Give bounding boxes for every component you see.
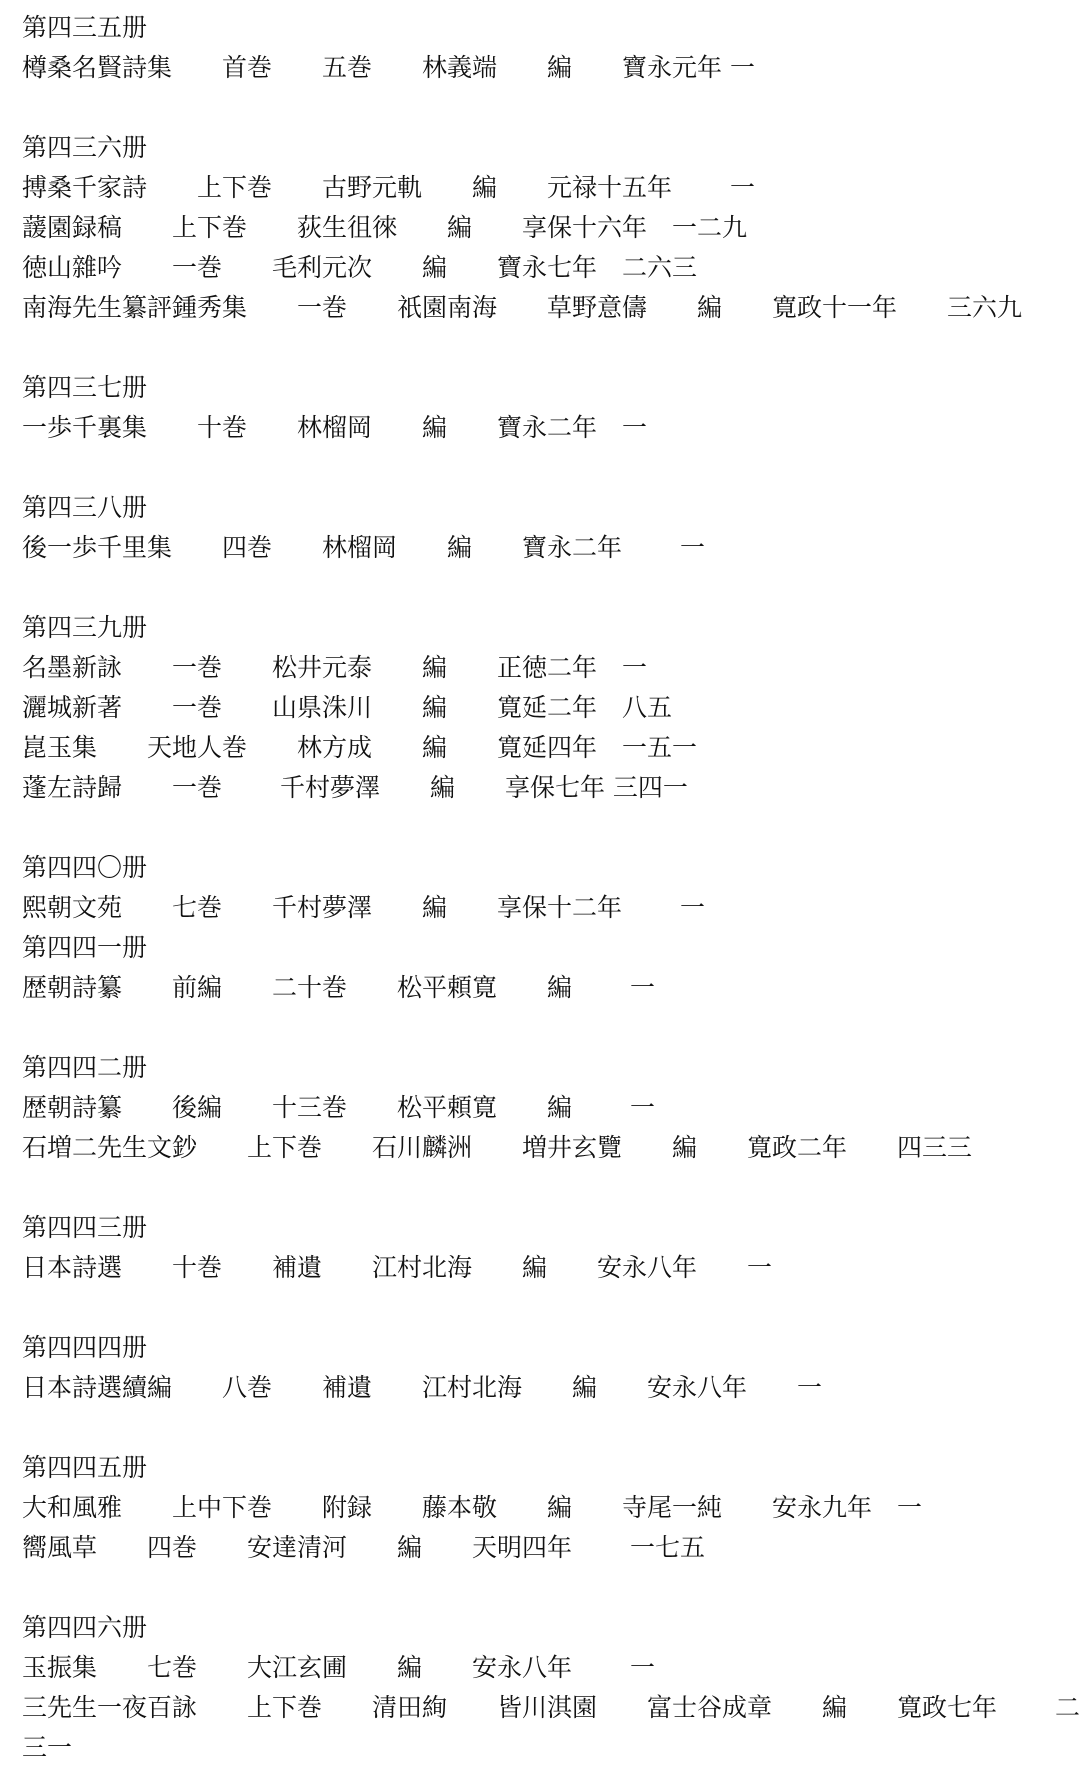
volume-heading: 第四四一册 [22,933,148,962]
catalog-entry: 崑玉集 天地人巻 林方成 編 寛延四年 一五一 [22,733,698,762]
catalog-entry: 名墨新詠 一巻 松井元泰 編 正徳二年 一 [22,653,648,682]
catalog-entry: 後一歩千里集 四巻 林榴岡 編 寶永二年 一 [22,533,705,562]
catalog-entry: 樽桑名賢詩集 首巻 五巻 林義端 編 寶永元年 一 [22,53,755,82]
document-page [22,8,1080,1768]
catalog-entry: 徳山雜吟 一巻 毛利元次 編 寶永七年 二六三 [22,253,698,282]
volume-heading: 第四四〇册 [22,853,148,882]
volume-heading: 第四四四册 [22,1333,148,1362]
volume-heading: 第四四二册 [22,1053,148,1082]
catalog-entry: 日本詩選 十巻 補遺 江村北海 編 安永八年 一 [22,1253,773,1282]
catalog-entry: 一歩千裏集 十巻 林榴岡 編 寶永二年 一 [22,413,648,442]
volume-heading: 第四四五册 [22,1453,148,1482]
volume-heading: 第四三八册 [22,493,148,522]
volume-heading: 第四三九册 [22,613,148,642]
catalog-entry-continuation: 三一 [22,1733,73,1762]
catalog-entry: 南海先生纂評鍾秀集 一巻 祇園南海 草野意儔 編 寛政十一年 三六九 [22,293,1023,322]
catalog-entry: 灑城新著 一巻 山県洙川 編 寛延二年 八五 [22,693,673,722]
volume-heading: 第四三六册 [22,133,148,162]
catalog-entry: 搏桑千家詩 上下巻 古野元軌 編 元禄十五年 一 [22,173,755,202]
catalog-entry: 嚮風草 四巻 安達清河 編 天明四年 一七五 [22,1533,705,1562]
catalog-entry: 石増二先生文鈔 上下巻 石川麟洲 増井玄覽 編 寛政二年 四三三 [22,1133,973,1162]
catalog-entry: 歴朝詩纂 後編 十三巻 松平頼寛 編 一 [22,1093,655,1122]
catalog-entry: 熙朝文苑 七巻 千村夢澤 編 享保十二年 一 [22,893,705,922]
volume-heading: 第四四三册 [22,1213,148,1242]
volume-heading: 第四三五册 [22,13,148,42]
catalog-entry: 三先生一夜百詠 上下巻 清田絢 皆川淇園 富士谷成章 編 寛政七年 二 [22,1693,1080,1722]
volume-heading: 第四四六册 [22,1613,148,1642]
catalog-entry: 蓬左詩歸 一巻 千村夢澤 編 享保七年 三四一 [22,773,688,802]
catalog-entry: 歴朝詩纂 前編 二十巻 松平頼寛 編 一 [22,973,655,1002]
catalog-entry: 大和風雅 上中下巻 附録 藤本敬 編 寺尾一純 安永九年 一 [22,1493,923,1522]
catalog-entry: 日本詩選續編 八巻 補遺 江村北海 編 安永八年 一 [22,1373,823,1402]
volume-heading: 第四三七册 [22,373,148,402]
catalog-entry: 玉振集 七巻 大江玄圃 編 安永八年 一 [22,1653,655,1682]
catalog-entry: 蘐園録稿 上下巻 荻生徂徠 編 享保十六年 一二九 [22,213,748,242]
